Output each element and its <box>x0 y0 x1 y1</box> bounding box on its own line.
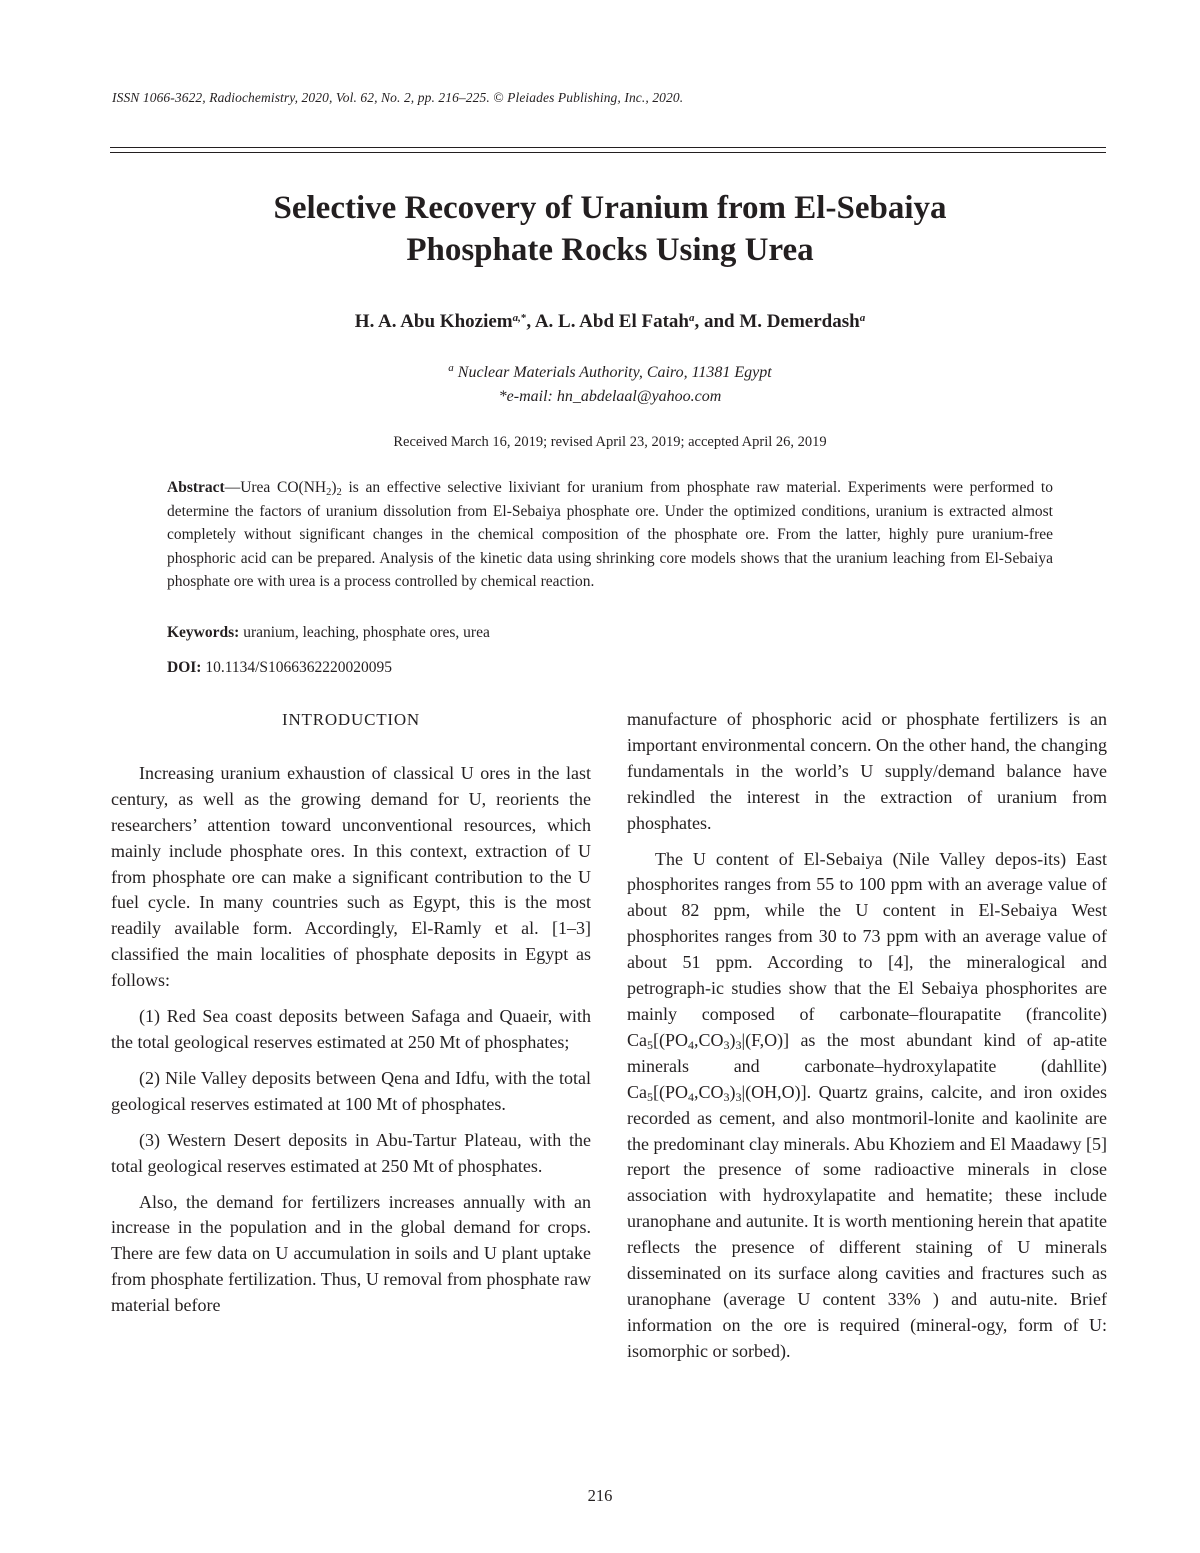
title-line-1: Selective Recovery of Uranium from El-Sebaiya <box>273 190 947 226</box>
keywords <box>167 624 490 642</box>
affiliation-line: $^a$ Nuclear Materials Authority, Cairo, 11381 Egypt <box>448 362 772 381</box>
author-3-affil-mark: a <box>859 312 866 324</box>
abstract-label: Abstract <box>167 479 225 496</box>
paragraph: (3) Western Desert deposits in Abu-Tartur Plateau, with the total geological reserves estimated at 250 Mt of phosphates. <box>111 1129 591 1176</box>
left-column <box>111 707 591 1329</box>
paragraph: Increasing uranium exhaustion of classical U ores in the last century, as well as the growing demand for U, reorients the researchers’ attention toward unconventional resources, which mainly include phosphate ores. In this context, extraction of U from phosphate ore can make a significant contribution to the U fuel cycle. In many countries such as Egypt, this is the most readily available form. Accordingly, El-Ramly et al. [1–3] classified the main localities of phosphate deposits in Egypt as follows: <box>111 762 591 991</box>
keywords-label: Keywords: <box>167 624 240 641</box>
affiliation-block <box>110 361 1110 409</box>
journal-citation: ISSN 1066-3622, Radiochemistry, 2020, Vol. 62, No. 2, pp. 216–225. © Pleiades Publishing, Inc., 2020. <box>112 90 684 105</box>
affiliation-mark: a <box>448 362 454 374</box>
author-3: , and M. Demerdash <box>694 311 860 332</box>
paragraph: (1) Red Sea coast deposits between Safaga and Quaeir, with the total geological reserves estimated at 250 Mt of phosphates; <box>111 1006 591 1052</box>
paragraph: manufacture of phosphoric acid or phosphate fertilizers is an important environmental concern. On the other hand, the changing fundamentals in the world’s U supply/demand balance have rekindled the interest in the extraction of uranium from phosphates. <box>627 709 1107 833</box>
doi-label: DOI: <box>167 659 202 676</box>
section-heading-introduction: INTRODUCTION <box>281 710 421 729</box>
page-number: 216 <box>587 1486 613 1505</box>
doi <box>167 659 392 677</box>
right-column <box>627 707 1107 1375</box>
author-1: H. A. Abu Khoziem <box>354 311 513 332</box>
keywords-text: uranium, leaching, phosphate ores, urea <box>239 624 490 641</box>
paragraph: Also, the demand for fertilizers increases annually with an increase in the population and in the global demand for crops. There are few data on U accumulation in soils and U plant uptake from phosphate fertilization. Thus, U removal from phosphate raw material before <box>111 1191 591 1316</box>
paper-title <box>110 187 1110 271</box>
paragraph: The U content of El-Sebaiya (Nile Valley depos-its) East phosphorites ranges from 55 to 100 ppm with an average value of about 82 ppm, while the U content in El-Sebaiya West phosphorites ranges from 30 to 73 ppm with an average value of about 51 ppm. According to [4], the mineralogical and petrograph-ic studies show that the El Sebaiya phosphorites are mainly composed of carbonate–flourapatite (francolite) $Ca_5[(PO_4,CO_3)_3|(F,O)]$ as the most abundant kind of ap-atite minerals and carbonate–hydroxylapatite (dahllite) $Ca_5[(PO_4,CO_3)_3|(OH,O)]$. Quartz grains, calcite, and iron oxides recorded as cement, and also montmoril-lonite and kaolinite are the predominant clay minerals. Abu Khoziem and El Maadawy [5] report the presence of some radioactive minerals in close association with hydroxylapatite and hematite; these include uranophane and autunite. It is worth mentioning herein that apatite reflects the presence of different staining of U minerals disseminated on its surface along cavities and fractures such as uranophane (average U content 33% ) and autu-nite. Brief information on the ore is required (mineral-ogy, form of U: isomorphic or sorbed). <box>627 848 1107 1361</box>
author-2-affil-mark: a <box>688 312 695 324</box>
abstract: Abstract—Urea $CO(NH_2)_2$ is an effective selective lixiviant for uranium from phosphate raw material. Experiments were performed to determine the factors of uranium dissolution from El-Sebaiya phosphate ore. Under the optimized conditions, uranium is extracted almost completely without significant changes in the chemical composition of the phosphate ore. From the latter, highly pure uranium-free phosphoric acid can be prepared. Analysis of the kinetic data using shrinking core models shows that the uranium leaching from El-Sebaiya phosphate ore with urea is a process controlled by chemical reaction. <box>167 479 1053 590</box>
author-1-affil-mark: a,* <box>512 312 527 324</box>
corresponding-mark: * <box>520 312 527 324</box>
email-line: *e-mail: hn_abdelaal@yahoo.com <box>498 388 722 405</box>
doi-value: 10.1134/S1066362220020095 <box>201 659 393 676</box>
author-list <box>110 311 1110 333</box>
title-line-2: Phosphate Rocks Using Urea <box>406 232 814 268</box>
paragraph: (2) Nile Valley deposits between Qena and Idfu, with the total geological reserves estimated at 100 Mt of phosphates. <box>111 1067 591 1114</box>
received-dates: Received March 16, 2019; revised April 23, 2019; accepted April 26, 2019 <box>393 434 827 450</box>
header-rule-bottom <box>110 152 1106 153</box>
author-2: , A. L. Abd El Fatah <box>526 311 689 332</box>
header-rule-top <box>110 147 1106 148</box>
